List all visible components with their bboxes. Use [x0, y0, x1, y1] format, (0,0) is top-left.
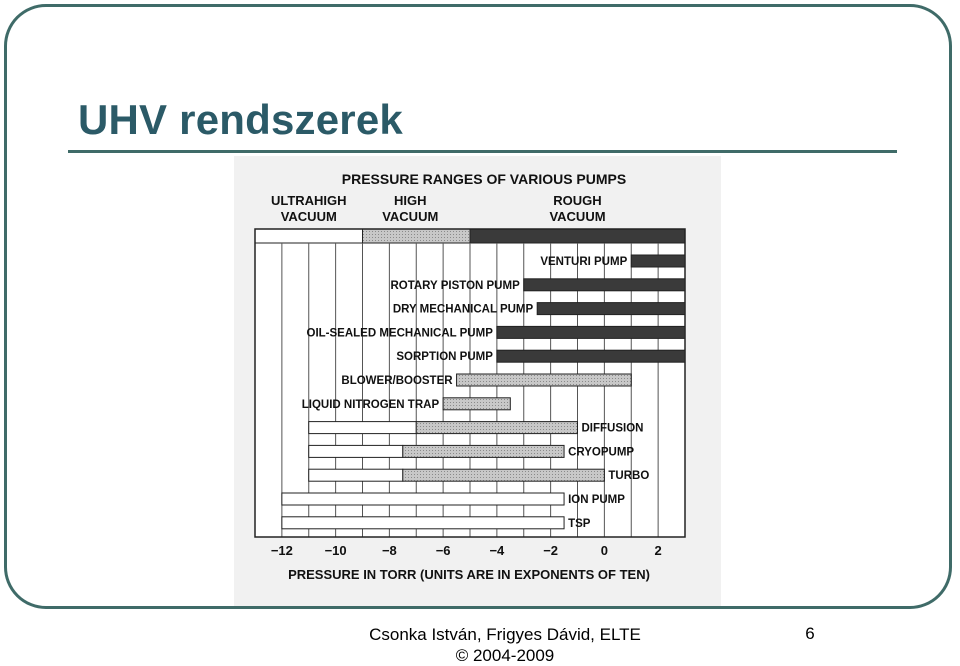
pump-label-1: ROTARY PISTON PUMP	[390, 279, 520, 292]
pump-bar-11-seg-0	[282, 517, 564, 529]
region-label-1-line2: VACUUM	[382, 209, 439, 224]
pump-pressure-chart	[234, 156, 721, 606]
pump-label-2: DRY MECHANICAL PUMP	[392, 303, 534, 316]
pump-label-5: BLOWER/BOOSTER	[341, 375, 453, 387]
pump-row-2	[393, 303, 685, 316]
pump-bar-0-seg-0	[631, 255, 685, 267]
region-band-1	[363, 229, 471, 243]
pump-bar-7-seg-0	[309, 422, 417, 434]
pump-row-6	[302, 398, 511, 411]
pump-label-4: SORPTION PUMP	[396, 351, 493, 364]
pump-bar-1-seg-0	[524, 279, 685, 291]
pump-row-0	[540, 255, 685, 268]
x-tick-label: 0	[600, 543, 608, 558]
chart-svg	[234, 156, 721, 606]
pump-row-10	[282, 493, 625, 506]
pump-bar-4-seg-0	[497, 350, 685, 362]
region-label-1-line1: HIGH	[394, 193, 427, 208]
pump-label-10: ION PUMP	[568, 494, 625, 506]
pump-bar-8-seg-0	[309, 445, 403, 457]
footer-copyright: © 2004-2009	[455, 646, 555, 665]
footer-author: Csonka István, Frigyes Dávid, ELTE	[369, 625, 641, 644]
pump-row-1	[390, 279, 685, 292]
region-label-0-line1: ULTRAHIGH	[270, 193, 347, 208]
x-tick-label: −12	[270, 543, 293, 558]
pump-label-8: CRYOPUMP	[568, 446, 635, 459]
region-band-2	[470, 229, 685, 243]
pump-row-9	[309, 469, 650, 482]
pump-row-11	[282, 517, 591, 530]
pump-bar-6-seg-0	[443, 398, 510, 410]
x-axis	[271, 543, 662, 558]
pump-row-5	[341, 374, 631, 387]
x-tick-label: −2	[543, 543, 559, 558]
pump-label-3: OIL-SEALED MECHANICAL PUMP	[306, 327, 493, 340]
footer	[330, 624, 680, 666]
region-band-0	[255, 229, 363, 243]
pump-row-7	[309, 422, 644, 435]
x-tick-label: −6	[435, 543, 451, 558]
pump-bar-3-seg-0	[497, 326, 685, 338]
pump-row-4	[396, 350, 685, 363]
pump-row-8	[309, 445, 635, 458]
region-label-0-line2: VACUUM	[280, 209, 337, 224]
page-number: 6	[805, 624, 815, 643]
x-tick-label: −8	[381, 543, 397, 558]
x-tick-label: 2	[654, 543, 662, 558]
pump-label-7: DIFFUSION	[581, 422, 644, 435]
pump-bar-9-seg-0	[309, 469, 403, 481]
slide-title: UHV rendszerek	[78, 96, 403, 143]
x-axis-label: PRESSURE IN TORR (UNITS ARE IN EXPONENTS OF TEN)	[288, 567, 650, 582]
pump-label-6: LIQUID NITROGEN TRAP	[301, 398, 440, 411]
pump-label-0: VENTURI PUMP	[540, 256, 628, 268]
pump-bar-2-seg-0	[537, 303, 685, 315]
pump-bar-8-seg-1	[403, 445, 564, 457]
x-tick-label: −4	[489, 543, 505, 558]
chart-title: PRESSURE RANGES OF VARIOUS PUMPS	[341, 171, 627, 187]
pump-bar-9-seg-1	[403, 469, 605, 481]
pump-label-9: TURBO	[608, 470, 650, 483]
region-label-2-line1: ROUGH	[553, 193, 602, 208]
pump-bar-10-seg-0	[282, 493, 564, 505]
pump-bar-7-seg-1	[416, 422, 577, 434]
pump-label-11: TSP	[568, 517, 591, 530]
title-divider	[68, 150, 897, 153]
x-tick-label: −10	[324, 543, 347, 558]
pump-bar-5-seg-0	[457, 374, 632, 386]
region-label-2-line2: VACUUM	[549, 209, 606, 224]
